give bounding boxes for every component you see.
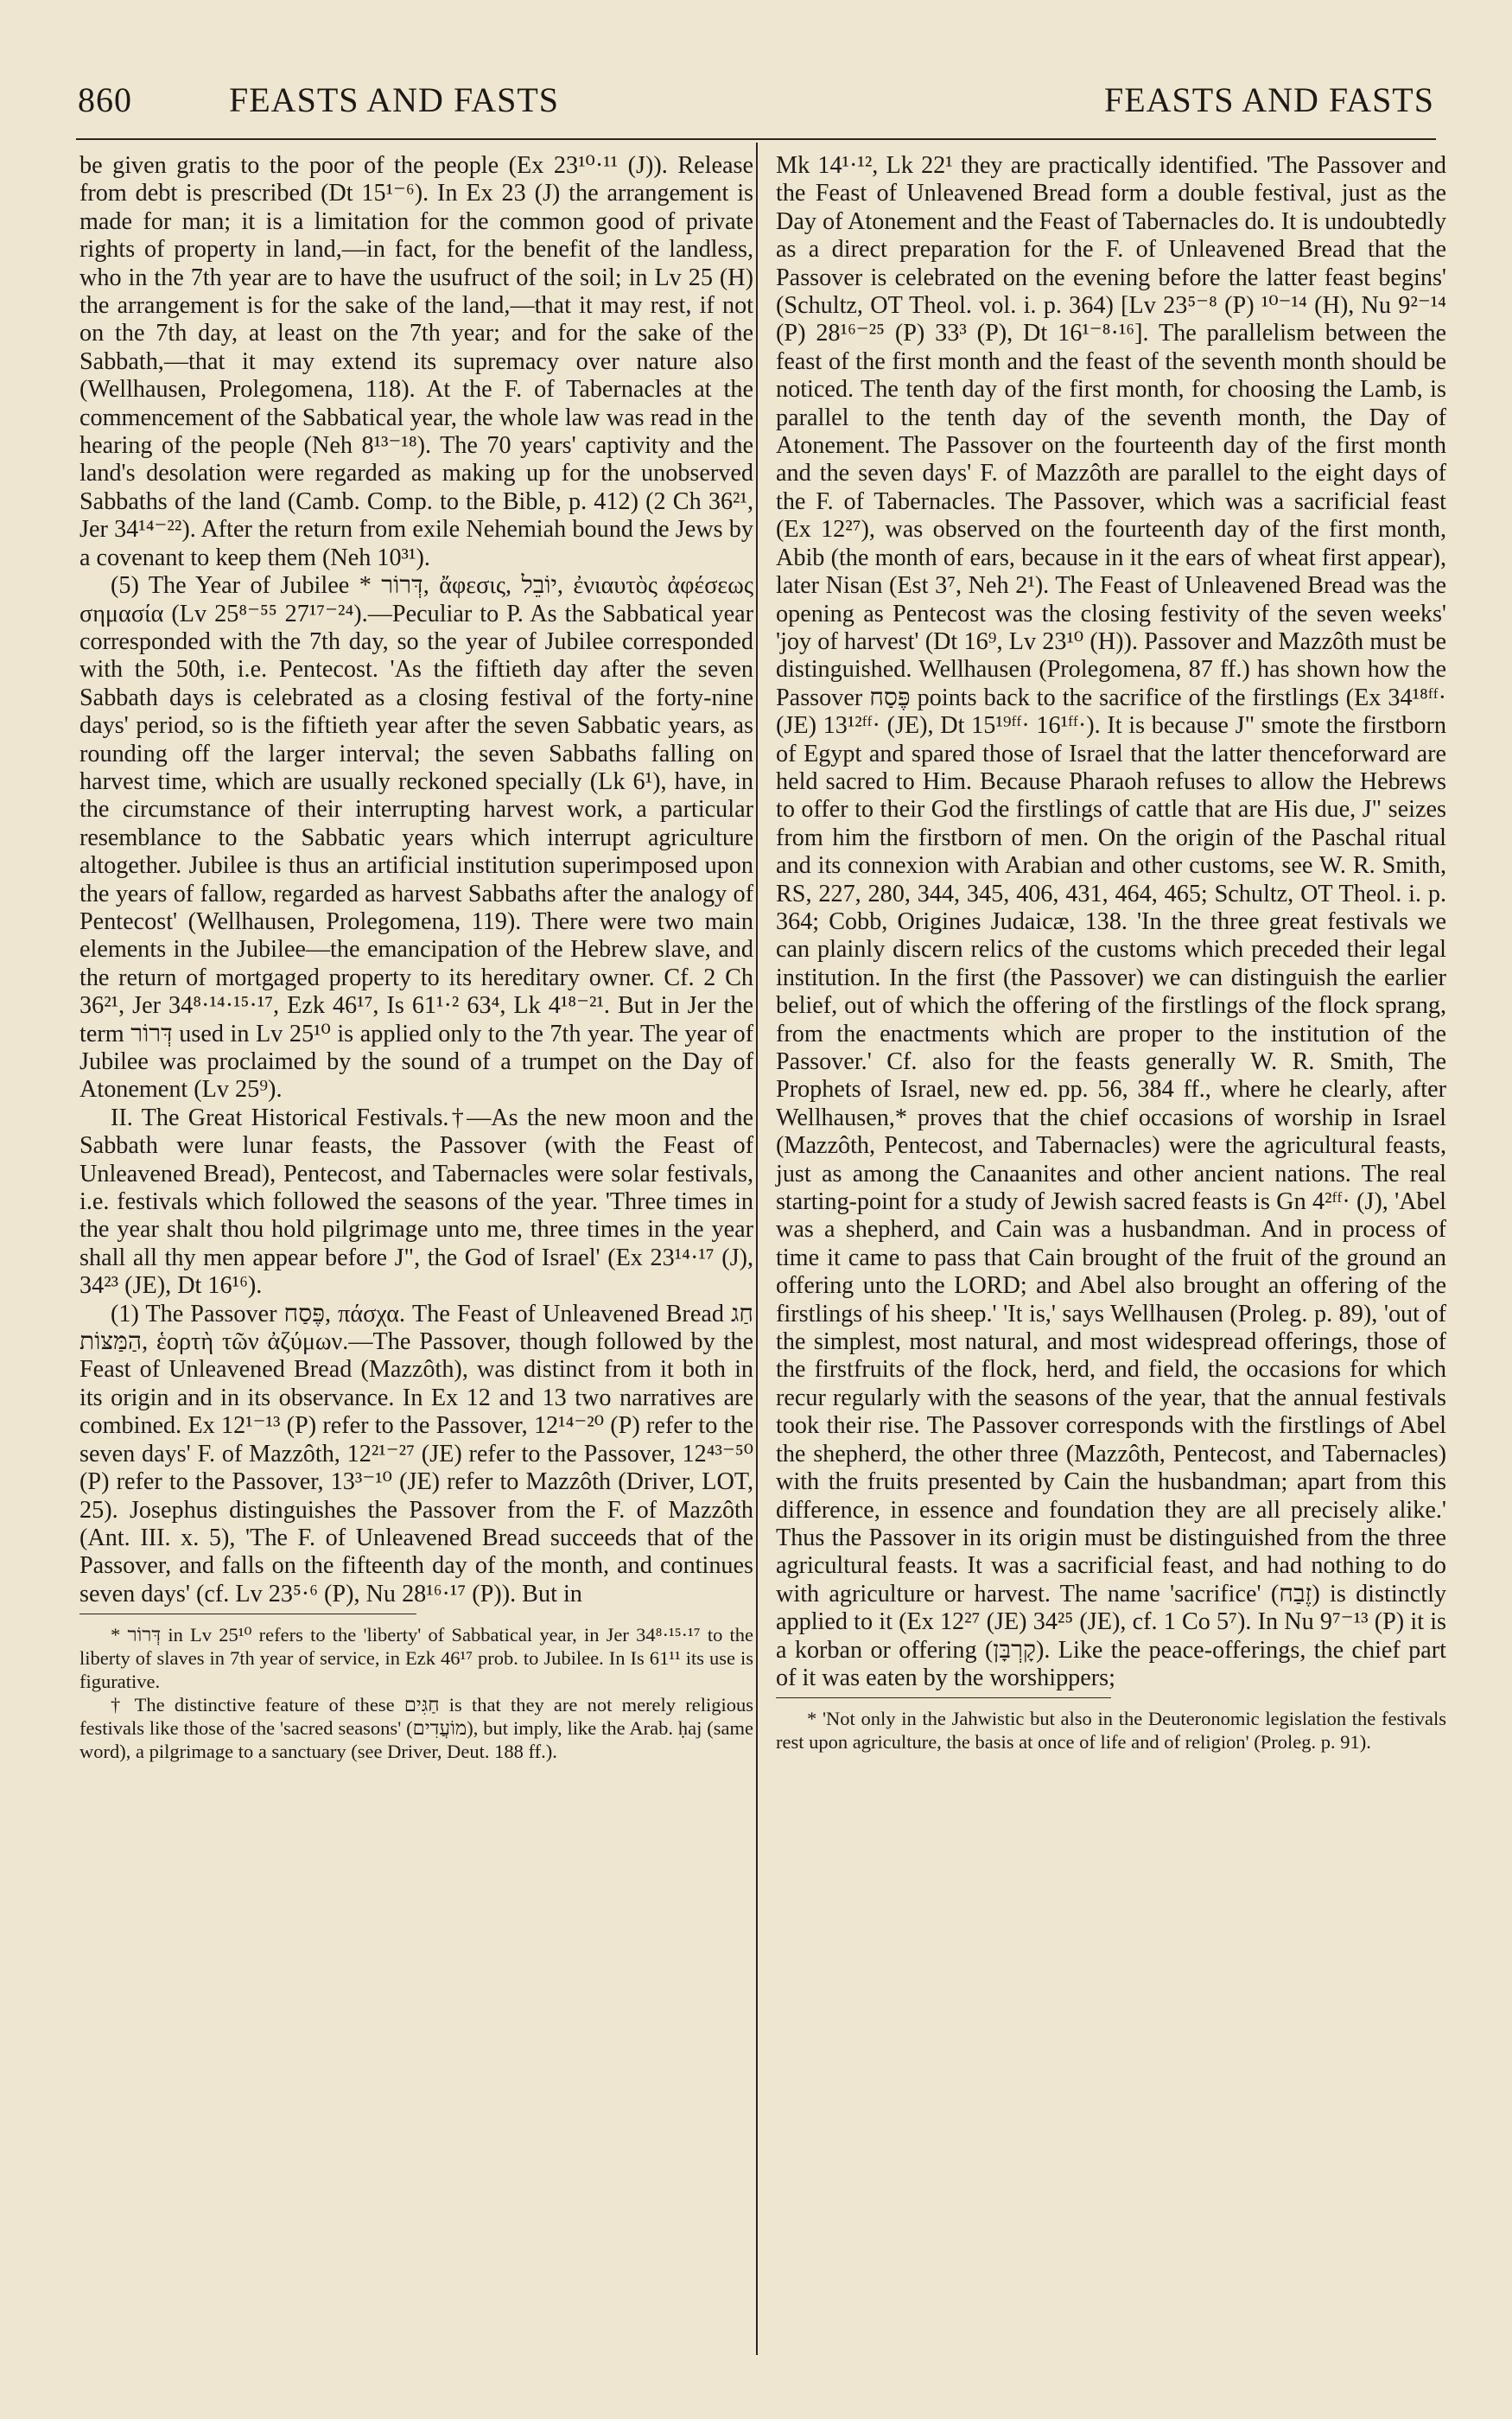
page-header <box>78 80 1434 131</box>
footnote: * 'Not only in the Jahwistic but also in the Deuteronomic legislation the festivals rest upon agriculture, the basis at once of life and of religion' (Proleg. p. 91). <box>776 1708 1446 1754</box>
paragraph: II. The Great Historical Festivals.†—As the new moon and the Sabbath were lunar feasts, the Passover (with the Feast of Unleavened Bread), Pentecost, and Tabernacles were solar festivals, i.e. festivals which followed the seasons of the year. 'Three times in the year shalt thou hold pilgrimage unto me, three times in the year shall all thy men appear before J", the God of Israel' (Ex 23¹⁴·¹⁷ (J), 34²³ (JE), Dt 16¹⁶). <box>79 1104 753 1300</box>
running-title-left: FEASTS AND FASTS <box>229 80 560 119</box>
paragraph: (1) The Passover פֶּסַח, πάσχα. The Feast of Unleavened Bread חַג הַמַּצּוֹת, ἑορτὴ τῶν ἀζύμων.—The Passover, though followed by the Feast of Unleavened Bread (Mazzôth), was distinct from it both in its origin and in its observance. In Ex 12 and 13 two narratives are combined. Ex 12¹⁻¹³ (P) refer to the Passover, 12¹⁴⁻²⁰ (P) refer to the seven days' F. of Mazzôth, 12²¹⁻²⁷ (JE) refer to the Passover, 12⁴³⁻⁵⁰ (P) refer to the Passover, 13³⁻¹⁰ (JE) refer to Mazzôth (Driver, LOT, 25). Josephus distinguishes the Passover from the F. of Mazzôth (Ant. III. x. 5), 'The F. of Unleavened Bread succeeds that of the Passover, and falls on the fifteenth day of the month, and continues seven days' (cf. Lv 23⁵·⁶ (P), Nu 28¹⁶·¹⁷ (P)). But in <box>79 1300 753 1607</box>
page-number: 860 <box>78 80 132 119</box>
footnotes <box>776 1707 1446 1754</box>
left-column <box>79 152 753 1763</box>
footnote-rule <box>776 1697 1111 1698</box>
footnotes <box>79 1623 753 1763</box>
paragraph: be given gratis to the poor of the people (Ex 23¹⁰·¹¹ (J)). Release from debt is prescribed (Dt 15¹⁻⁶). In Ex 23 (J) the arrangement is made for man; it is a limitation for the common good of private rights of property in land,—in fact, for the benefit of the landless, who in the 7th year are to have the usufruct of the soil; in Lv 25 (H) the arrangement is for the sake of the land,—that it may rest, if not on the 7th day, at least on the 7th year; and for the sake of the Sabbath,—that it may extend its supremacy over nature also (Wellhausen, Prolegomena, 118). At the F. of Tabernacles at the commencement of the Sabbatical year, the whole law was read in the hearing of the people (Neh 8¹³⁻¹⁸). The 70 years' captivity and the land's desolation were regarded as making up for the unobserved Sabbaths of the land (Camb. Comp. to the Bible, p. 412) (2 Ch 36²¹, Jer 34¹⁴⁻²²). After the return from exile Nehemiah bound the Jews by a covenant to keep them (Neh 10³¹). <box>79 152 753 571</box>
running-title-right: FEASTS AND FASTS <box>1103 80 1434 119</box>
footnote: * דְּרוֹר in Lv 25¹⁰ refers to the 'liberty' of Sabbatical year, in Jer 34⁸·¹⁵·¹⁷ to the liberty of slaves in 7th year of service, in Ezk 46¹⁷ prob. to Jubilee. In Is 61¹¹ its use is figurative. <box>79 1624 753 1693</box>
footnote: † The distinctive feature of these חַגִּים is that they are not merely religious festivals like those of the 'sacred seasons' (מוֹעֲדִים), but imply, like the Arab. ḥaj (same word), a pilgrimage to a sanctuary (see Driver, Deut. 188 ff.). <box>79 1694 753 1763</box>
column-divider <box>756 143 758 2355</box>
paragraph: (5) The Year of Jubilee * דְּרוֹר, ἄφεσις, יוֹבֵל, ἐνιαυτὸς ἀφέσεως σημασία (Lv 25⁸⁻⁵⁵ 27¹⁷⁻²⁴).—Peculiar to P. As the Sabbatical year corresponded with the 7th day, so the year of Jubilee corresponded with the 50th, i.e. Pentecost. 'As the fiftieth day after the seven Sabbath days is celebrated as a closing festival of the forty-nine days' period, so is the fiftieth year after the seven Sabbatic years, as rounding off the larger interval; the seven Sabbaths falling on harvest time, which are usually reckoned specially (Lk 6¹), have, in the circumstance of their interrupting harvest work, a particular resemblance to the Sabbatic years which interrupt agriculture altogether. Jubilee is thus an artificial institution superimposed upon the years of fallow, regarded as harvest Sabbaths after the analogy of Pentecost' (Wellhausen, Prolegomena, 119). There were two main elements in the Jubilee—the emancipation of the Hebrew slave, and the return of mortgaged property to its hereditary owner. Cf. 2 Ch 36²¹, Jer 34⁸·¹⁴·¹⁵·¹⁷, Ezk 46¹⁷, Is 61¹·² 63⁴, Lk 4¹⁸⁻²¹. But in Jer the term דְּרוֹר used in Lv 25¹⁰ is applied only to the 7th year. The year of Jubilee was proclaimed by the sound of a trumpet on the Day of Atonement (Lv 25⁹). <box>79 572 753 1104</box>
right-column <box>776 152 1446 1754</box>
paragraph: Mk 14¹·¹², Lk 22¹ they are practically identified. 'The Passover and the Feast of Unleavened Bread form a double festival, just as the Day of Atonement and the Feast of Tabernacles do. It is undoubtedly as a direct preparation for the F. of Unleavened Bread that the Passover is celebrated on the evening before the latter feast begins' (Schultz, OT Theol. vol. i. p. 364) [Lv 23⁵⁻⁸ (P) ¹⁰⁻¹⁴ (H), Nu 9²⁻¹⁴ (P) 28¹⁶⁻²⁵ (P) 33³ (P), Dt 16¹⁻⁸·¹⁶]. The parallelism between the feast of the first month and the feast of the seventh month should be noticed. The tenth day of the first month, for choosing the Lamb, is parallel to the tenth day of the seventh month, the Day of Atonement. The Passover on the fourteenth day of the first month and the seven days' F. of Mazzôth are parallel to the eight days of the F. of Tabernacles. The Passover, which was a sacrificial feast (Ex 12²⁷), was observed on the fourteenth day of the first month, Abib (the month of ears, because in it the ears of wheat first appear), later Nisan (Est 3⁷, Neh 2¹). The Feast of Unleavened Bread was the opening as Pentecost was the closing festivity of the seven weeks' 'joy of harvest' (Dt 16⁹, Lv 23¹⁰ (H)). Passover and Mazzôth must be distinguished. Wellhausen (Prolegomena, 87 ff.) has shown how the Passover פֶּסַח points back to the sacrifice of the firstlings (Ex 34¹⁸ᶠᶠ· (JE) 13¹²ᶠᶠ· (JE), Dt 15¹⁹ᶠᶠ· 16¹ᶠᶠ·). It is because J" smote the firstborn of Egypt and spared those of Israel that the latter thenceforward are held sacred to Him. Because Pharaoh refuses to allow the Hebrews to offer to their God the firstlings of cattle that are His due, J" seizes from him the firstborn of men. On the origin of the Paschal ritual and its connexion with Arabian and other customs, see W. R. Smith, RS, 227, 280, 344, 345, 406, 431, 464, 465; Schultz, OT Theol. i. p. 364; Cobb, Origines Judaicæ, 138. 'In the three great festivals we can plainly discern relics of the customs which preceded their legal institution. In the first (the Passover) we can distinguish the earlier belief, out of which the offering of the firstlings of the flock sprang, from the enactments which are proper to the institution of the Passover.' Cf. also for the feasts generally W. R. Smith, The Prophets of Israel, new ed. pp. 56, 384 ff., where he clearly, after Wellhausen,* proves that the chief occasions of worship in Israel (Mazzôth, Pentecost, and Tabernacles) were the agricultural feasts, just as among the Canaanites and other ancient nations. The real starting-point for a study of Jewish sacred feasts is Gn 4²ᶠᶠ· (J), 'Abel was a shepherd, and Cain was a husbandman. And in process of time it came to pass that Cain brought of the fruit of the ground an offering unto the LORD; and Abel also brought an offering of the firstlings of his sheep.' 'It is,' says Wellhausen (Proleg. p. 89), 'out of the simplest, most natural, and most widespread offerings, those of the firstfruits of the flock, herd, and field, the occasions for which recur regularly with the seasons of the year, that the annual festivals took their rise. The Passover corresponds with the firstlings of Abel the shepherd, the other three (Mazzôth, Pentecost, and Tabernacles) with the fruits presented by Cain the husbandman; apart from this difference, in essence and foundation they are all precisely alike.' Thus the Passover in its origin must be distinguished from the three agricultural feasts. It was a sacrificial feast, and had nothing to do with agriculture or harvest. The name 'sacrifice' (זֶבַח) is distinctly applied to it (Ex 12²⁷ (JE) 34²⁵ (JE), cf. 1 Co 5⁷). In Nu 9⁷⁻¹³ (P) it is a korban or offering (קָרְבָּן). Like the peace-offerings, the chief part of it was eaten by the worshippers; <box>776 152 1447 1691</box>
header-rule <box>76 138 1436 140</box>
